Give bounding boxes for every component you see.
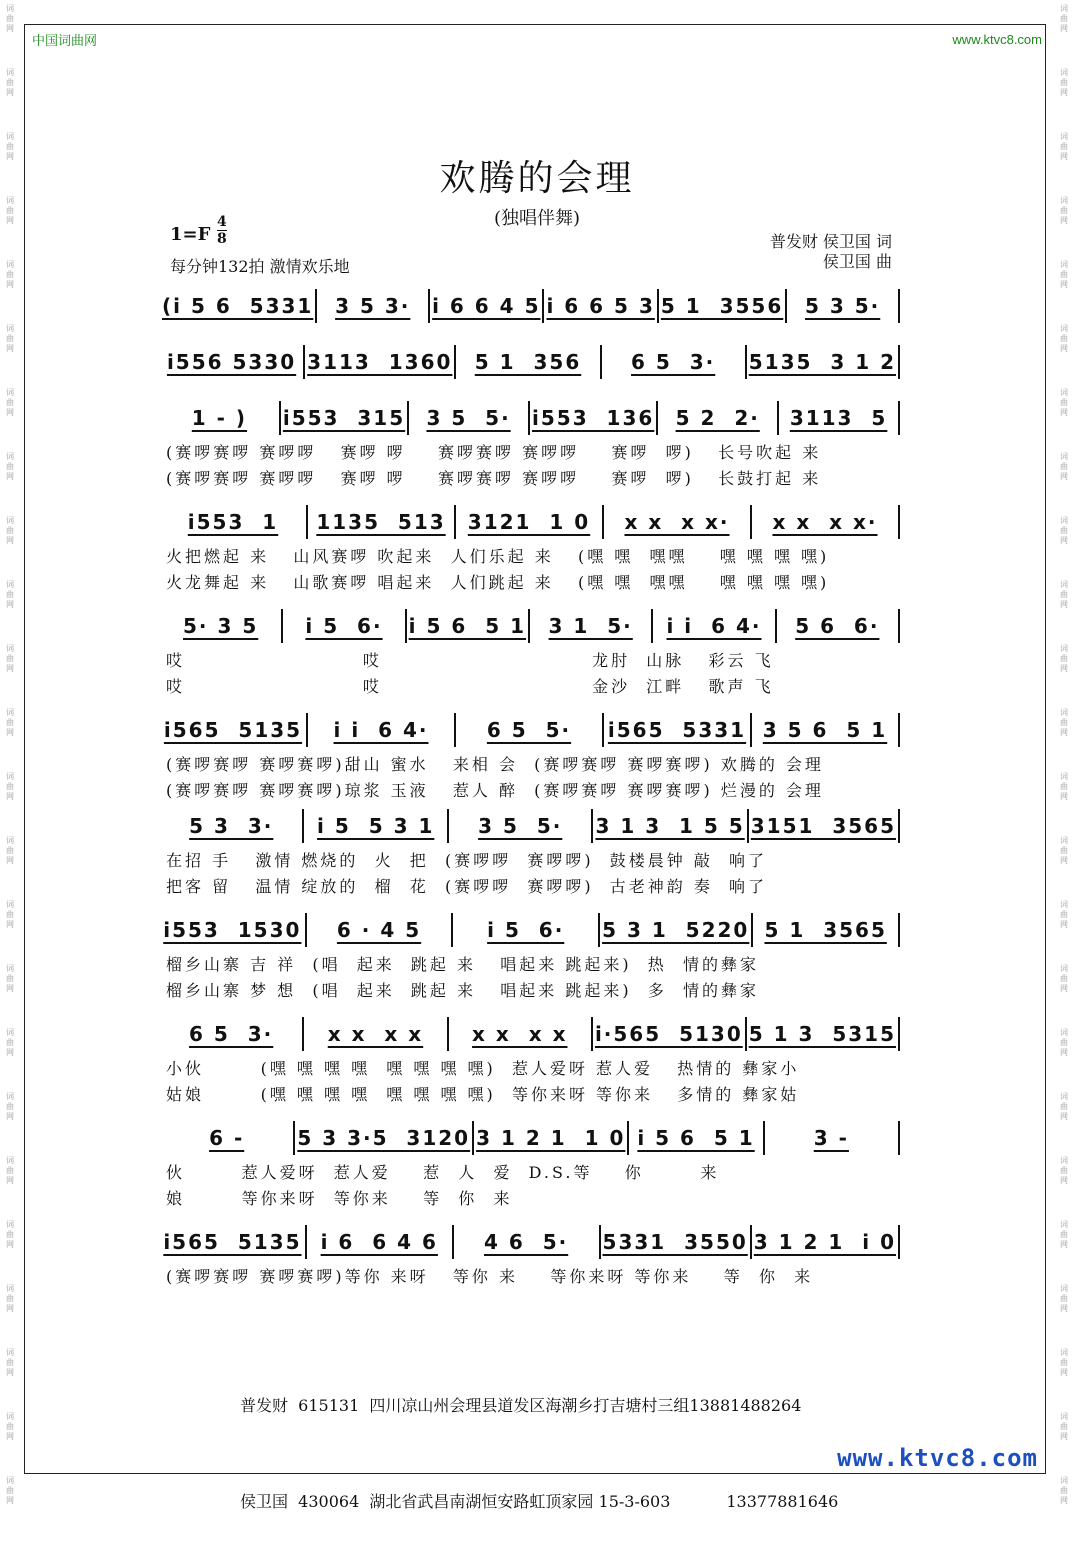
measure (593, 809, 748, 843)
measure (160, 401, 281, 435)
watermark-text: 词 曲 网 (6, 708, 14, 737)
key-signature: 1=F (170, 224, 211, 245)
watermark-text: 词 曲 网 (1060, 580, 1068, 609)
measure (308, 713, 456, 747)
measure (160, 505, 308, 539)
measure (304, 1017, 448, 1051)
note-group: 3 5 6 5 1 (762, 718, 888, 742)
note-group: 5331 3550 (602, 1230, 748, 1254)
measure (281, 401, 409, 435)
credits (770, 232, 892, 272)
measure (604, 713, 752, 747)
music-system (160, 710, 900, 806)
watermark-text: 词 曲 网 (6, 1220, 14, 1249)
measure (530, 609, 653, 643)
watermark-text: 词 曲 网 (1060, 1156, 1068, 1185)
measure (307, 913, 454, 947)
time-denominator: 8 (217, 231, 227, 247)
note-group: 3151 3565 (750, 814, 896, 838)
music-system (160, 1222, 900, 1302)
measure (456, 713, 604, 747)
measure (530, 401, 658, 435)
note-group: x x x x· (624, 510, 730, 534)
site-name-label[interactable]: 中国词曲网 (32, 34, 98, 49)
note-group: x x x x (327, 1022, 424, 1046)
measure (629, 1121, 764, 1155)
note-group: i 5 6 5 1 (637, 1126, 755, 1150)
lyric-line (160, 1184, 900, 1210)
watermark-text: 词 曲 网 (6, 644, 14, 673)
note-group: i 5 6· (305, 614, 383, 638)
measure (747, 345, 900, 379)
lyric-line (160, 542, 900, 568)
measure (653, 609, 776, 643)
note-group: 6 5 3· (631, 350, 716, 374)
music-system (160, 286, 900, 342)
lyric-text: 娘 等你来呀 等你来 等 你 来 (166, 1188, 513, 1208)
note-group: 5 3 1 5220 (602, 918, 750, 942)
notation-row (160, 398, 900, 438)
measure (409, 401, 530, 435)
watermark-text: 词 曲 网 (1060, 516, 1068, 545)
watermark-text: 词 曲 网 (6, 580, 14, 609)
music-system (160, 806, 900, 910)
song-subtitle: (独唱伴舞) (493, 208, 581, 229)
notation-row (160, 1222, 900, 1262)
watermark-text: 词 曲 网 (6, 1156, 14, 1185)
measure (407, 609, 530, 643)
watermark-text: 词 曲 网 (1060, 4, 1068, 33)
note-group: 3121 1 0 (467, 510, 591, 534)
measure (295, 1121, 474, 1155)
site-url-label[interactable]: www.ktvc8.com (952, 32, 1042, 47)
lyric-text: 伙 惹人爱呀 惹人爱 惹 人 爱 D.S.等 你 来 (166, 1162, 720, 1182)
watermark-text: 词 曲 网 (1060, 388, 1068, 417)
note-group: 6 5 3· (189, 1022, 274, 1046)
measure (160, 345, 305, 379)
watermark-text: 词 曲 网 (6, 260, 14, 289)
lyric-text: (赛啰赛啰 赛啰赛啰)等你 来呀 等你 来 等你来呀 等你来 等 你 来 (166, 1266, 814, 1286)
measure (752, 505, 900, 539)
watermark-text: 词 曲 网 (1060, 1476, 1068, 1505)
lyric-text: 榴乡山寨 梦 想 (唱 起来 跳起 来 唱起来 跳起来) 多 情的彝家 (166, 980, 759, 1000)
note-group: i 6 6 4 5 (432, 294, 541, 318)
music-system (160, 398, 900, 502)
note-group: 3 - (813, 1126, 849, 1150)
note-group: i i 6 4· (333, 718, 429, 742)
note-group: i 6 6 5 3 (546, 294, 655, 318)
lyric-text: (赛啰赛啰 赛啰赛啰)甜山 蜜水 来相 会 (赛啰赛啰 赛啰赛啰) 欢腾的 会理 (166, 754, 824, 774)
note-group: i i 6 4· (666, 614, 762, 638)
watermark-text: 词 曲 网 (1060, 260, 1068, 289)
watermark-text: 词 曲 网 (1060, 1412, 1068, 1441)
contact-line-2: 侯卫国 430064 湖北省武昌南湖恒安路虹顶家园 15-3-603 13377881646 (240, 1492, 839, 1511)
note-group: 5 1 3565 (764, 918, 887, 942)
lyric-line (160, 776, 900, 802)
contact-footer (240, 1326, 838, 1550)
note-group: 5135 3 1 2 (748, 350, 896, 374)
lyric-text: 把客 留 温情 绽放的 榴 花 (赛啰啰 赛啰啰) 古老神韵 奏 响了 (166, 876, 768, 896)
note-group: 5 6 6· (795, 614, 880, 638)
measure (779, 401, 900, 435)
lyric-line (160, 1080, 900, 1106)
watermark-text: 词 曲 网 (1060, 1348, 1068, 1377)
lyric-line (160, 846, 900, 872)
note-group: i 5 6· (487, 918, 565, 942)
watermark-text: 词 曲 网 (1060, 772, 1068, 801)
music-system (160, 910, 900, 1014)
lyric-line (160, 1054, 900, 1080)
measure (456, 505, 604, 539)
note-group: 3 1 2 1 1 0 (476, 1126, 626, 1150)
lyric-line (160, 568, 900, 594)
lyricist-credit: 普发财 侯卫国 词 (769, 232, 892, 251)
site-brand-logo[interactable]: www.ktvc8.com (837, 1444, 1038, 1472)
measure (749, 809, 900, 843)
lyric-text: 哎 哎 金沙 江畔 歌声 飞 (166, 676, 774, 696)
lyric-line (160, 1158, 900, 1184)
measure (160, 713, 308, 747)
measure (602, 345, 747, 379)
note-group: x x x x (472, 1022, 568, 1046)
notation-row (160, 606, 900, 646)
measure (453, 913, 600, 947)
notation-row (160, 1014, 900, 1054)
watermark-text: 词 曲 网 (6, 516, 14, 545)
watermark-text: 词 曲 网 (6, 68, 14, 97)
measure (593, 1017, 747, 1051)
watermark-text: 词 曲 网 (6, 1092, 14, 1121)
watermark-text: 词 曲 网 (6, 4, 14, 33)
measure (160, 1017, 304, 1051)
note-group: 3 5 5· (426, 406, 511, 430)
note-group: 3 1 2 1 i 0 (753, 1230, 897, 1254)
watermark-text: 词 曲 网 (6, 964, 14, 993)
note-group: i556 5330 (166, 350, 297, 374)
watermark-text: 词 曲 网 (1060, 1220, 1068, 1249)
watermark-text: 词 曲 网 (6, 900, 14, 929)
watermark-text: 词 曲 网 (1060, 324, 1068, 353)
watermark-text: 词 曲 网 (6, 324, 14, 353)
measure (454, 1225, 601, 1259)
note-group: i565 5135 (163, 1230, 302, 1254)
watermark-text: 词 曲 网 (6, 1348, 14, 1377)
music-system (160, 1118, 900, 1222)
note-group: 3 1 3 1 5 5 (595, 814, 745, 838)
lyric-line (160, 750, 900, 776)
notation-row (160, 286, 900, 326)
lyric-line (160, 950, 900, 976)
time-numerator: 4 (217, 214, 227, 230)
music-system (160, 342, 900, 398)
measure (307, 1225, 454, 1259)
tempo-marking: 每分钟132拍 激情欢乐地 (170, 257, 350, 276)
watermark-text: 词 曲 网 (6, 196, 14, 225)
notation-row (160, 1118, 900, 1158)
note-group: 5 2 2· (675, 406, 760, 430)
watermark-text: 词 曲 网 (6, 836, 14, 865)
measure (777, 609, 900, 643)
measure (604, 505, 752, 539)
note-group: 1 - ) (191, 406, 248, 430)
lyric-line (160, 646, 900, 672)
measure (160, 809, 304, 843)
note-group: 5 1 356 (474, 350, 582, 374)
measure (160, 1121, 295, 1155)
lyric-line (160, 438, 900, 464)
watermark-text: 词 曲 网 (6, 452, 14, 481)
note-group: 1135 513 (316, 510, 446, 534)
measure (304, 809, 448, 843)
notation-row (160, 342, 900, 382)
note-group: 5 1 3 5315 (748, 1022, 896, 1046)
composer-credit: 侯卫国 曲 (822, 252, 892, 271)
lyric-text: (赛啰赛啰 赛啰赛啰)琼浆 玉液 惹人 醉 (赛啰赛啰 赛啰赛啰) 烂漫的 会理 (166, 780, 824, 800)
watermark-text: 词 曲 网 (6, 388, 14, 417)
measure (752, 1225, 900, 1259)
time-signature (217, 214, 227, 247)
note-group: x x x x· (772, 510, 878, 534)
contact-line-1: 普发财 615131 四川凉山州会理县道发区海潮乡打吉塘村三组13881488264 (240, 1396, 802, 1415)
notation-row (160, 502, 900, 542)
lyric-text: 火龙舞起 来 山歌赛啰 唱起来 人们跳起 来 (嘿 嘿 嘿嘿 嘿 嘿 嘿 嘿) (166, 572, 830, 592)
watermark-text: 词 曲 网 (6, 772, 14, 801)
measure (658, 401, 779, 435)
lyric-text: 榴乡山寨 吉 祥 (唱 起来 跳起 来 唱起来 跳起来) 热 情的彝家 (166, 954, 759, 974)
watermark-text: 词 曲 网 (1060, 836, 1068, 865)
note-group: 3 5 5· (478, 814, 563, 838)
measure (753, 913, 900, 947)
note-group: 6 · 4 5 (336, 918, 422, 942)
measure (449, 809, 593, 843)
watermark-text: 词 曲 网 (1060, 1284, 1068, 1313)
lyric-text: 在招 手 激情 燃烧的 火 把 (赛啰啰 赛啰啰) 鼓楼晨钟 敲 响了 (166, 850, 768, 870)
note-group: i565 5331 (607, 718, 747, 742)
note-group: 4 6 5· (483, 1230, 569, 1254)
measure (308, 505, 456, 539)
watermark-text: 词 曲 网 (1060, 900, 1068, 929)
measure (317, 289, 430, 323)
note-group: i565 5135 (163, 718, 303, 742)
lyric-text: 哎 哎 龙肘 山脉 彩云 飞 (166, 650, 774, 670)
lyric-line (160, 464, 900, 490)
song-title: 欢腾的会理 (439, 158, 635, 199)
lyric-text: (赛啰赛啰 赛啰啰 赛啰 啰 赛啰赛啰 赛啰啰 赛啰 啰) 长鼓打起 来 (166, 468, 822, 488)
lyric-text: 小伙 (嘿 嘿 嘿 嘿 嘿 嘿 嘿 嘿) 惹人爱呀 惹人爱 热情的 彝家小 (166, 1058, 800, 1078)
note-group: 5 3 3·5 3120 (297, 1126, 471, 1150)
watermark-text: 词 曲 网 (1060, 132, 1068, 161)
measure (283, 609, 406, 643)
watermark-text: 词 曲 网 (1060, 1028, 1068, 1057)
note-group: i553 136 (532, 406, 655, 430)
note-group: 3113 1360 (307, 350, 453, 374)
note-group: 3 5 3· (335, 294, 411, 318)
measure (747, 1017, 900, 1051)
lyric-line (160, 672, 900, 698)
music-system (160, 1014, 900, 1118)
measure (787, 289, 900, 323)
measure (160, 1225, 307, 1259)
watermark-text: 词 曲 网 (1060, 452, 1068, 481)
measure (765, 1121, 900, 1155)
measure (305, 345, 456, 379)
lyric-text: 火把燃起 来 山风赛啰 吹起来 人们乐起 来 (嘿 嘿 嘿嘿 嘿 嘿 嘿 嘿) (166, 546, 830, 566)
note-group: i 6 6 4 6 (320, 1230, 438, 1254)
note-group: i553 315 (282, 406, 406, 430)
measure (430, 289, 544, 323)
notation-row (160, 910, 900, 950)
watermark-text: 词 曲 网 (1060, 196, 1068, 225)
measure (160, 289, 317, 323)
note-group: 6 5 5· (486, 718, 572, 742)
watermark-text: 词 曲 网 (1060, 644, 1068, 673)
measure (449, 1017, 593, 1051)
lyric-line (160, 976, 900, 1002)
music-system (160, 502, 900, 606)
watermark-text: 词 曲 网 (6, 132, 14, 161)
measure (601, 1225, 752, 1259)
watermark-text: 词 曲 网 (6, 1028, 14, 1057)
note-group: i553 1530 (163, 918, 302, 942)
measure (160, 913, 307, 947)
note-group: 5· 3 5 (183, 614, 259, 638)
note-group: i553 1 (187, 510, 279, 534)
score (160, 286, 900, 1302)
note-group: 5 3 5· (804, 294, 881, 318)
watermark-text: 词 曲 网 (6, 1412, 14, 1441)
lyric-text: (赛啰赛啰 赛啰啰 赛啰 啰 赛啰赛啰 赛啰啰 赛啰 啰) 长号吹起 来 (166, 442, 822, 462)
note-group: 6 - (209, 1126, 245, 1150)
lyric-line (160, 872, 900, 898)
measure (600, 913, 753, 947)
note-group: 5 1 3556 (660, 294, 784, 318)
note-group: 3113 5 (789, 406, 888, 430)
note-group: (i 5 6 5331 (162, 294, 314, 318)
lyric-text: 姑娘 (嘿 嘿 嘿 嘿 嘿 嘿 嘿 嘿) 等你来呀 等你来 多情的 彝家姑 (166, 1084, 800, 1104)
measure (659, 289, 787, 323)
measure (160, 609, 283, 643)
music-system (160, 606, 900, 710)
note-group: i 5 6 5 1 (408, 614, 526, 638)
measure (456, 345, 601, 379)
note-group: i·565 5130 (594, 1022, 743, 1046)
note-group: i 5 5 3 1 (317, 814, 435, 838)
watermark-text: 词 曲 网 (6, 1284, 14, 1313)
watermark-text: 词 曲 网 (6, 1476, 14, 1505)
measure (474, 1121, 629, 1155)
note-group: 5 3 3· (189, 814, 274, 838)
notation-row (160, 806, 900, 846)
note-group: 3 1 5· (548, 614, 633, 638)
watermark-text: 词 曲 网 (1060, 1092, 1068, 1121)
watermark-text: 词 曲 网 (1060, 964, 1068, 993)
watermark-text: 词 曲 网 (1060, 68, 1068, 97)
notation-row (160, 710, 900, 750)
measure (752, 713, 900, 747)
lyric-line (160, 1262, 900, 1288)
watermark-text: 词 曲 网 (1060, 708, 1068, 737)
measure (544, 289, 658, 323)
